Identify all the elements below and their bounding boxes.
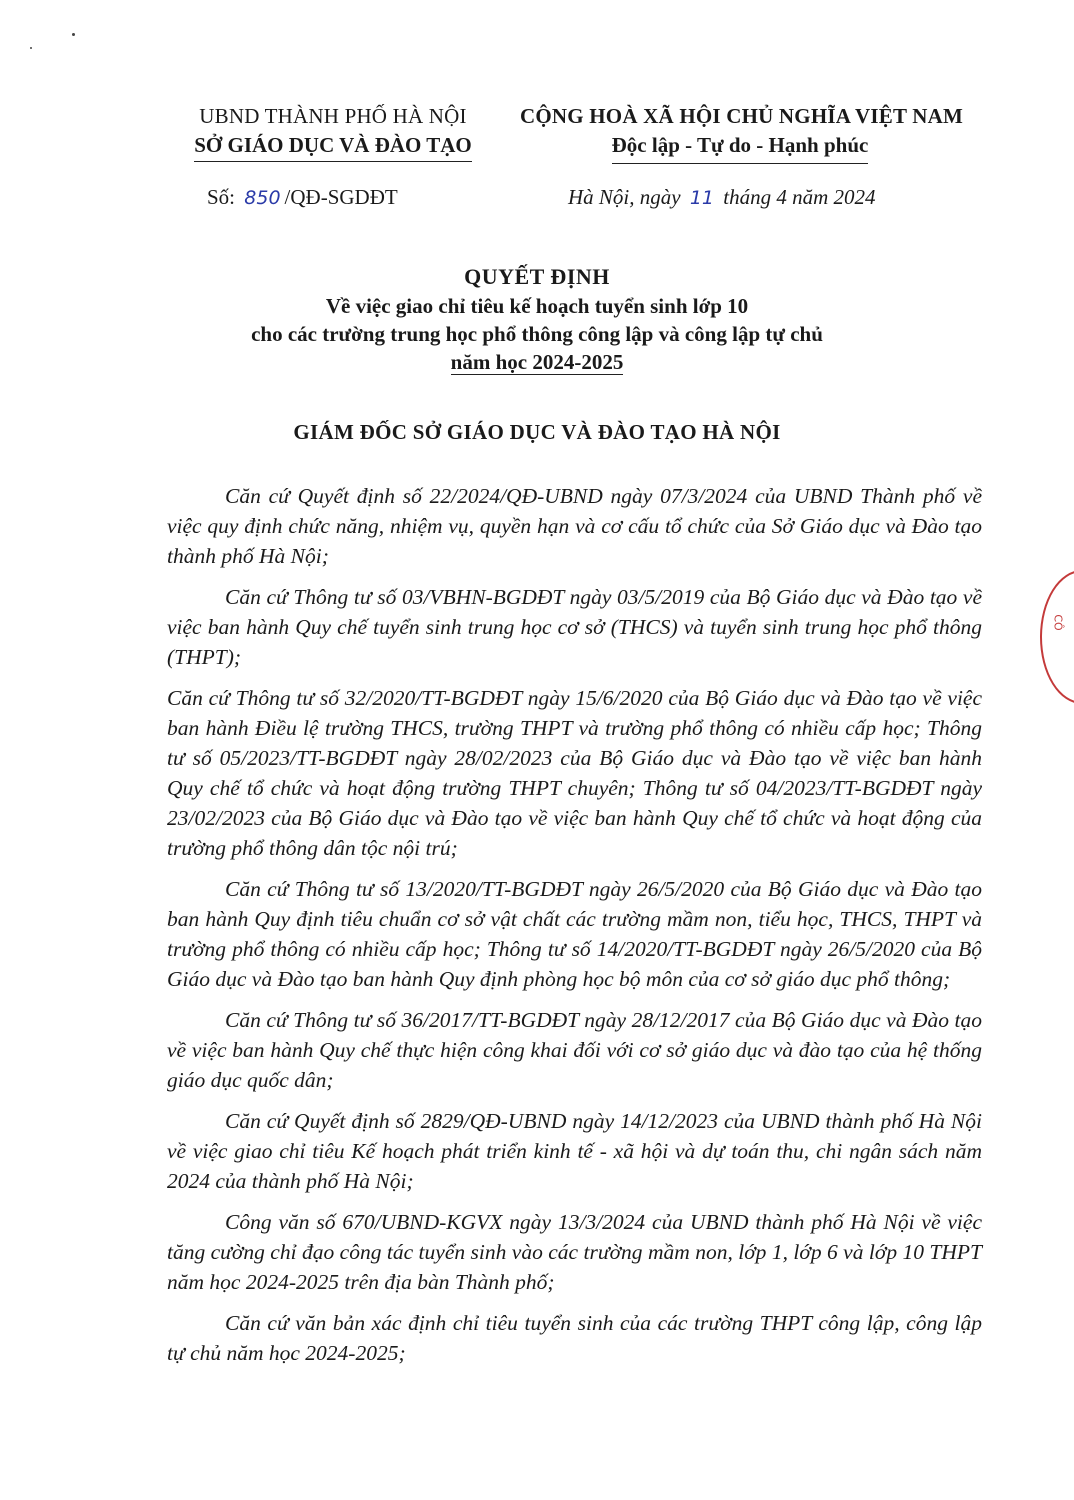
- title-line-1: Về việc giao chỉ tiêu kế hoạch tuyển sinh lớp 10: [325, 294, 749, 318]
- decision-title: [0, 262, 1074, 376]
- handwritten-number: 850: [244, 187, 281, 209]
- handwritten-day: 11: [689, 187, 715, 209]
- issue-date: [568, 185, 876, 210]
- paragraph: Căn cứ Thông tư số 03/VBHN-BGDĐT ngày 03/5/2019 của Bộ Giáo dục và Đào tạo về việc ban hành Quy chế tuyển sinh trung học cơ sở (THCS) và tuyển sinh trung học phổ thông (THPT);: [167, 585, 982, 669]
- paragraph: Căn cứ Thông tư số 36/2017/TT-BGDĐT ngày 28/12/2017 của Bộ Giáo dục và Đào tạo về việc ban hành Quy chế thực hiện công khai đối với cơ sở giáo dục và đào tạo của hệ thống giáo dục quốc dân;: [167, 1008, 982, 1092]
- date-suffix: tháng 4 năm 2024: [723, 185, 876, 209]
- paragraph: Căn cứ Quyết định số 22/2024/QĐ-UBND ngày 07/3/2024 của UBND Thành phố về việc quy định chức năng, nhiệm vụ, quyền hạn và cơ cấu tổ chức của Sở Giáo dục và Đào tạo thành phố Hà Nội;: [167, 484, 982, 568]
- stamp-text: CÔ: [1051, 614, 1065, 631]
- red-seal-stamp: [1040, 570, 1074, 704]
- title-line-3: năm học 2024-2025: [450, 350, 624, 374]
- paragraph: Căn cứ Quyết định số 2829/QĐ-UBND ngày 14/12/2023 của UBND thành phố Hà Nội về việc giao chỉ tiêu Kế hoạch phát triển kinh tế - xã hội và dự toán thu, chi ngân sách năm 2024 của thành phố Hà Nội;: [167, 1109, 982, 1193]
- scan-speck: [72, 33, 75, 36]
- issuing-agency: [168, 102, 498, 162]
- motto: Độc lập - Tự do - Hạnh phúc: [612, 130, 869, 164]
- agency-parent: UBND THÀNH PHỐ HÀ NỘI: [199, 104, 467, 128]
- date-prefix: Hà Nội, ngày: [568, 185, 681, 209]
- agency-name: SỞ GIÁO DỤC VÀ ĐÀO TẠO: [194, 130, 472, 162]
- title-line-2: cho các trường trung học phổ thông công lập và công lập tự chủ: [251, 322, 823, 346]
- paragraph: Căn cứ Thông tư số 13/2020/TT-BGDĐT ngày 26/5/2020 của Bộ Giáo dục và Đào tạo ban hành Quy định tiêu chuẩn cơ sở vật chất các trường mầm non, tiểu học, THCS, THPT và trường phổ thông có nhiều cấp học; Thông tư số 14/2020/TT-BGDĐT ngày 26/5/2020 của Bộ Giáo dục và Đào tạo ban hành Quy định phòng học bộ môn của cơ sở giáo dục phổ thông;: [167, 877, 982, 991]
- number-suffix: /QĐ-SGDĐT: [284, 185, 398, 209]
- document-number: [207, 185, 398, 210]
- authority-heading: GIÁM ĐỐC SỞ GIÁO DỤC VÀ ĐÀO TẠO HÀ NỘI: [293, 420, 781, 444]
- scan-speck: [30, 47, 32, 49]
- country-name: CỘNG HOÀ XÃ HỘI CHỦ NGHĨA VIỆT NAM: [520, 104, 963, 128]
- legal-basis: [167, 481, 982, 1379]
- title-heading: QUYẾT ĐỊNH: [464, 264, 610, 289]
- paragraph: Công văn số 670/UBND-KGVX ngày 13/3/2024 của UBND thành phố Hà Nội về việc tăng cường chỉ đạo công tác tuyển sinh vào các trường mầm non, lớp 1, lớp 6 và lớp 10 THPT năm học 2024-2025 trên địa bàn Thành phố;: [167, 1210, 982, 1294]
- number-prefix: Số:: [207, 185, 236, 209]
- paragraph: Căn cứ văn bản xác định chỉ tiêu tuyển sinh của các trường THPT công lập, công lập tự chủ năm học 2024-2025;: [167, 1311, 982, 1365]
- paragraph: Căn cứ Thông tư số 32/2020/TT-BGDĐT ngày 15/6/2020 của Bộ Giáo dục và Đào tạo về việc ban hành Điều lệ trường THCS, trường THPT và trường phổ thông có nhiều cấp học; Thông tư số 05/2023/TT-BGDĐT ngày 28/02/2023 của Bộ Giáo dục và Đào tạo về việc ban hành Quy chế tổ chức và hoạt động trường THPT chuyên; Thông tư số 04/2023/TT-BGDĐT ngày 23/02/2023 của Bộ Giáo dục và Đào tạo về việc ban hành Quy chế tổ chức và hoạt động của trường phổ thông dân tộc nội trú;: [167, 686, 982, 860]
- national-motto: [520, 102, 963, 164]
